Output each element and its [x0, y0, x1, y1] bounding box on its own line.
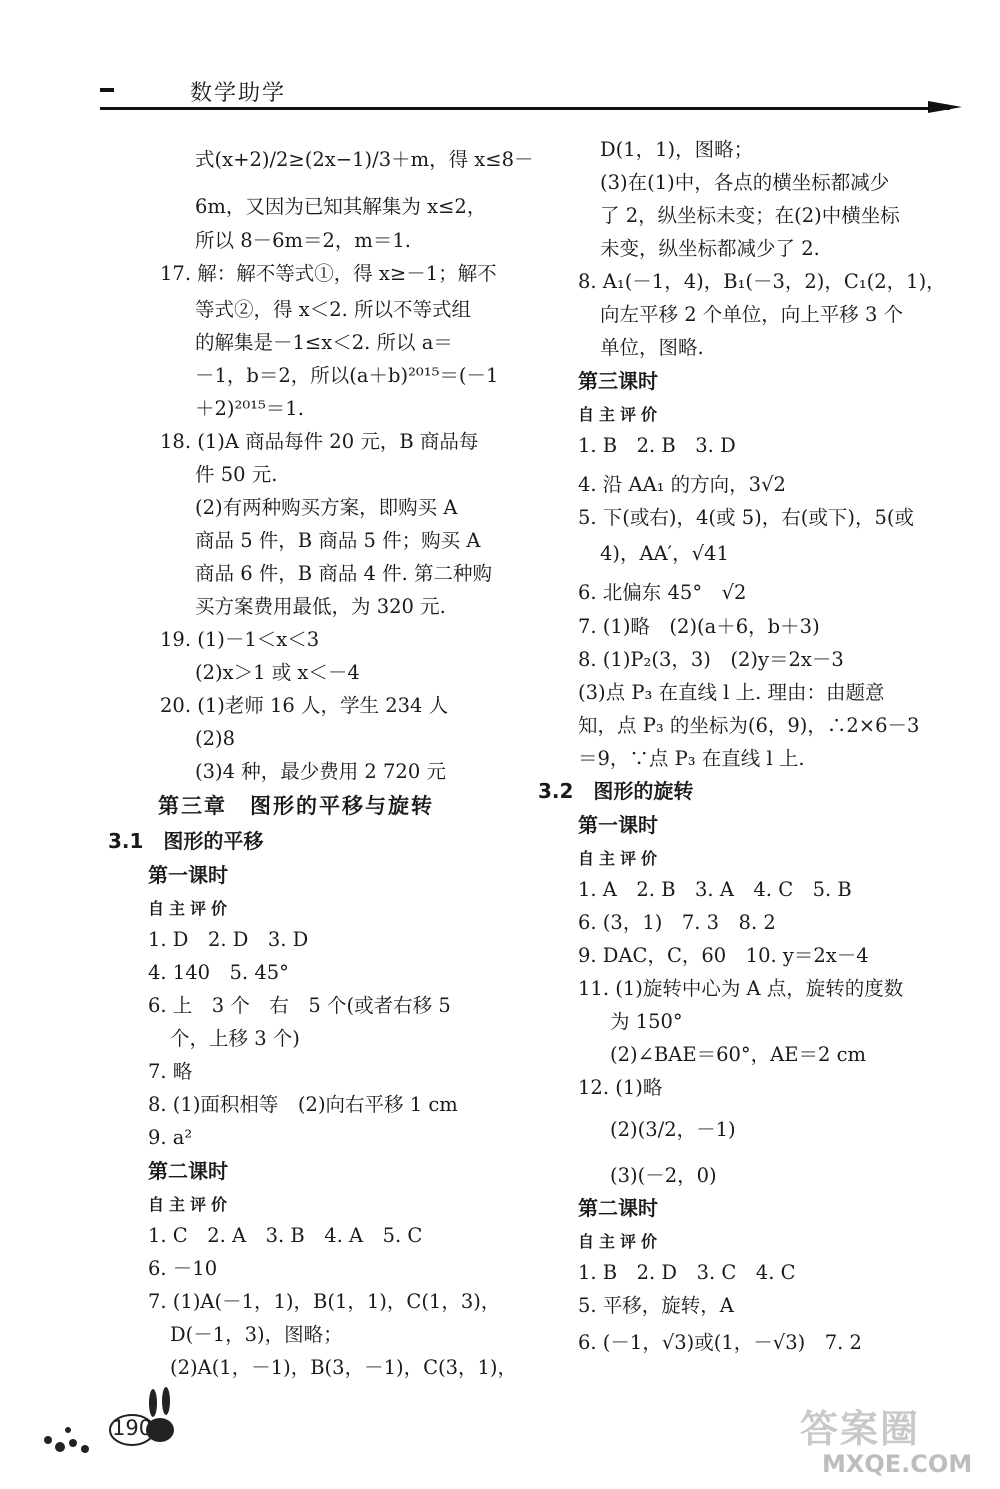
header-tick: [100, 88, 114, 92]
answer-line: D(1，1)，图略；: [600, 138, 754, 161]
answer-line: 的解集是－1≤x＜2. 所以 a＝: [195, 331, 453, 354]
answer-line: 4)，AA′，√41: [600, 542, 729, 565]
answer-line: (2)A(1，－1)，B(3，－1)，C(3，1)，: [170, 1356, 518, 1379]
answer-line: 1. B 2. D 3. C 4. C: [578, 1261, 796, 1284]
subsection-label: 自主评价: [578, 405, 663, 424]
answer-line: 等式②，得 x＜2. 所以不等式组: [195, 298, 471, 321]
answer-line: 了 2，纵坐标未变；在(2)中横坐标: [600, 204, 900, 227]
answer-line: 未变，纵坐标都减少了 2.: [600, 237, 820, 260]
section-heading: 第一课时: [148, 863, 228, 887]
answer-line: 商品 6 件，B 商品 4 件. 第二种购: [195, 562, 493, 585]
answer-line: (2)x＞1 或 x＜－4: [195, 661, 360, 684]
answer-line: 8. (1)面积相等 (2)向右平移 1 cm: [148, 1093, 458, 1116]
answer-line: 买方案费用最低，为 320 元.: [195, 595, 446, 618]
answer-line: (2)(3/2，－1): [610, 1118, 736, 1141]
answer-line: 1. C 2. A 3. B 4. A 5. C: [148, 1224, 423, 1247]
answer-line: (2)有两种购买方案，即购买 A: [195, 496, 458, 519]
answer-line: －1，b＝2，所以(a＋b)²⁰¹⁵＝(－1: [195, 364, 499, 387]
answer-line: (3)(－2，0): [610, 1164, 717, 1187]
watermark-url: MXQE.COM: [822, 1450, 973, 1478]
subsection-label: 自主评价: [578, 849, 663, 868]
answer-line: 6. 上 3 个 右 5 个(或者右移 5: [148, 994, 451, 1017]
section-heading: 第三课时: [578, 369, 658, 393]
answer-line: 11. (1)旋转中心为 A 点，旋转的度数: [578, 977, 904, 1000]
answer-line: 5. 下(或右)，4(或 5)，右(或下)，5(或: [578, 506, 914, 529]
rabbit-icon: [40, 1375, 190, 1455]
answer-line: 6. (－1，√3)或(1，－√3) 7. 2: [578, 1331, 862, 1354]
book-title: 数学助学: [190, 81, 287, 106]
answer-line: 6. －10: [148, 1257, 218, 1280]
answer-line: 式(x+2)/2≥(2x−1)/3＋m，得 x≤8－: [195, 148, 534, 171]
answer-line: 个，上移 3 个): [170, 1027, 300, 1050]
answer-line: 7. (1)A(－1，1)，B(1，1)，C(1，3)，: [148, 1290, 501, 1313]
answer-line: 为 150°: [610, 1010, 683, 1033]
answer-line: 19. (1)－1＜x＜3: [160, 628, 320, 651]
answer-line: (3)在(1)中，各点的横坐标都减少: [600, 171, 890, 194]
header-rule: [100, 107, 950, 110]
answer-line: D(－1，3)，图略；: [170, 1323, 343, 1346]
subsection-label: 自主评价: [148, 899, 233, 918]
header-arrow-icon: [928, 101, 962, 113]
section-heading: 第二课时: [148, 1159, 228, 1183]
answer-line: 所以 8－6m＝2，m＝1.: [195, 229, 412, 252]
answer-line: 8. A₁(－1，4)，B₁(－3，2)，C₁(2，1)，: [578, 270, 946, 293]
section-heading: 3.1 图形的平移: [108, 829, 264, 853]
answer-line: 4. 沿 AA₁ 的方向，3√2: [578, 473, 786, 496]
chapter-heading: 第三章 图形的平移与旋转: [158, 794, 434, 818]
answer-line: 1. B 2. B 3. D: [578, 434, 736, 457]
answer-line: 7. (1)略 (2)(a＋6，b＋3): [578, 615, 820, 638]
answer-line: 1. D 2. D 3. D: [148, 928, 309, 951]
answer-line: (2)8: [195, 727, 236, 750]
answer-line: 12. (1)略: [578, 1076, 663, 1099]
answer-line: ＋2)²⁰¹⁵＝1.: [195, 397, 304, 420]
answer-line: (3)4 种，最少费用 2 720 元: [195, 760, 446, 783]
answer-line: 5. 平移，旋转，A: [578, 1294, 734, 1317]
answer-line: 4. 140 5. 45°: [148, 961, 289, 984]
answer-line: 17. 解：解不等式①，得 x≥－1；解不: [160, 262, 497, 285]
subsection-label: 自主评价: [578, 1232, 663, 1251]
section-heading: 第二课时: [578, 1196, 658, 1220]
answer-line: 20. (1)老师 16 人，学生 234 人: [160, 694, 449, 717]
answer-line: 7. 略: [148, 1060, 193, 1083]
page-number: 190: [112, 1416, 153, 1440]
answer-line: 单位，图略.: [600, 336, 704, 359]
subsection-label: 自主评价: [148, 1195, 233, 1214]
section-heading: 3.2 图形的旋转: [538, 779, 694, 803]
answer-line: 商品 5 件，B 商品 5 件；购买 A: [195, 529, 481, 552]
section-heading: 第一课时: [578, 813, 658, 837]
page-header: [60, 70, 960, 114]
answer-line: 6. (3，1) 7. 3 8. 2: [578, 911, 776, 934]
watermark-logo: 答案圈: [800, 1407, 921, 1451]
answer-line: 8. (1)P₂(3，3) (2)y＝2x－3: [578, 648, 844, 671]
answer-line: 向左平移 2 个单位，向上平移 3 个: [600, 303, 904, 326]
answer-line: (3)点 P₃ 在直线 l 上. 理由：由题意: [578, 681, 885, 704]
answer-line: 6m，又因为已知其解集为 x≤2，: [195, 195, 487, 218]
answer-line: (2)∠BAE＝60°，AE＝2 cm: [610, 1043, 867, 1066]
answer-line: 件 50 元.: [195, 463, 278, 486]
answer-line: 9. a²: [148, 1126, 193, 1149]
answer-line: ＝9，∵点 P₃ 在直线 l 上.: [578, 747, 805, 770]
answer-line: 知，点 P₃ 的坐标为(6，9)，∴2×6－3: [578, 714, 920, 737]
answer-line: 1. A 2. B 3. A 4. C 5. B: [578, 878, 852, 901]
answer-line: 6. 北偏东 45° √2: [578, 581, 747, 604]
answer-line: 9. DAC，C，60 10. y＝2x－4: [578, 944, 869, 967]
answer-line: 18. (1)A 商品每件 20 元，B 商品每: [160, 430, 479, 453]
